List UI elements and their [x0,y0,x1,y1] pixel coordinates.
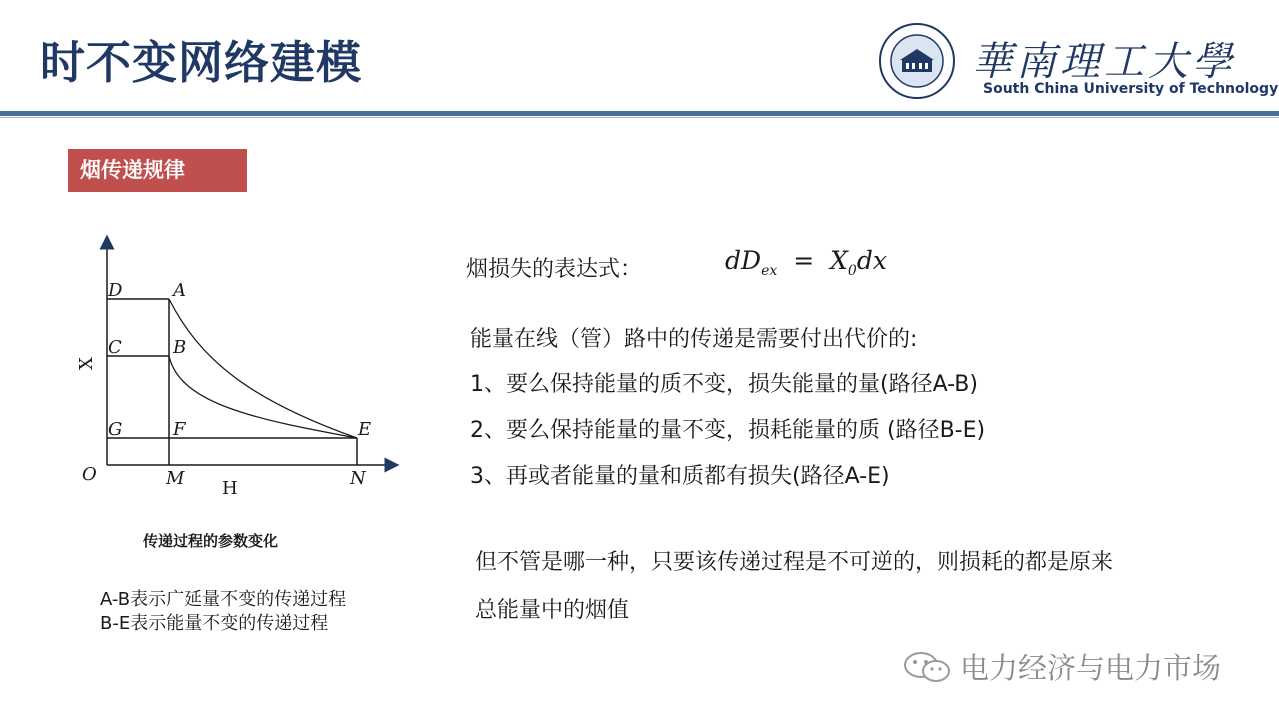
label-c: C [108,337,122,358]
formula-tail: dx [856,246,887,275]
formula-rhs-sub: 0 [847,263,857,279]
diagram-caption: 传递过程的参数变化 [143,532,279,550]
university-name-cn: 華南理工大學 [972,39,1236,85]
watermark-text: 电力经济与电力市场 [960,651,1222,685]
exergy-loss-formula [725,246,887,279]
curve-b-e [169,356,357,438]
summary-line-2: 总能量中的烟值 [475,598,630,623]
label-n: N [350,468,366,489]
body-line-intro: 能量在线（管）路中的传递是需要付出代价的: [470,327,918,352]
page-title: 时不变网络建模 [40,36,363,89]
wechat-icon [902,650,954,684]
x-axis-label: H [222,478,238,499]
label-f: F [173,419,186,440]
exergy-diagram [70,230,410,500]
summary-line-1: 但不管是哪一种，只要该传递过程是不可逆的，则损耗的都是原来 [475,550,1114,575]
body-line-3: 3、再或者能量的量和质都有损失(路径A-E) [470,464,890,489]
curve-a-e [169,299,357,438]
label-g: G [108,419,123,440]
formula-eq: = [793,246,815,275]
formula-lhs: dD [725,246,762,275]
label-o: O [82,464,97,485]
label-a: A [173,280,186,301]
formula-lhs-sub: ex [761,263,778,279]
body-line-2: 2、要么保持能量的量不变，损耗能量的质 (路径B-E) [470,418,986,443]
diagram-note-2: B-E表示能量不变的传递过程 [100,613,329,634]
header-divider-thin [0,117,1279,118]
diagram-note-1: A-B表示广延量不变的传递过程 [100,589,347,610]
formula-rhs: X [830,246,848,275]
body-line-1: 1、要么保持能量的质不变，损失能量的量(路径A-B) [470,372,978,397]
university-seal-logo [878,22,956,100]
formula-label: 烟损失的表达式： [466,257,643,282]
label-d: D [108,280,123,301]
label-b: B [173,337,187,358]
label-e: E [358,419,372,440]
section-tag: 烟传递规律 [68,149,247,192]
header-divider [0,111,1279,116]
label-m: M [166,468,185,489]
y-axis-label: X [76,357,97,370]
university-name-en: South China University of Technology [983,81,1279,97]
